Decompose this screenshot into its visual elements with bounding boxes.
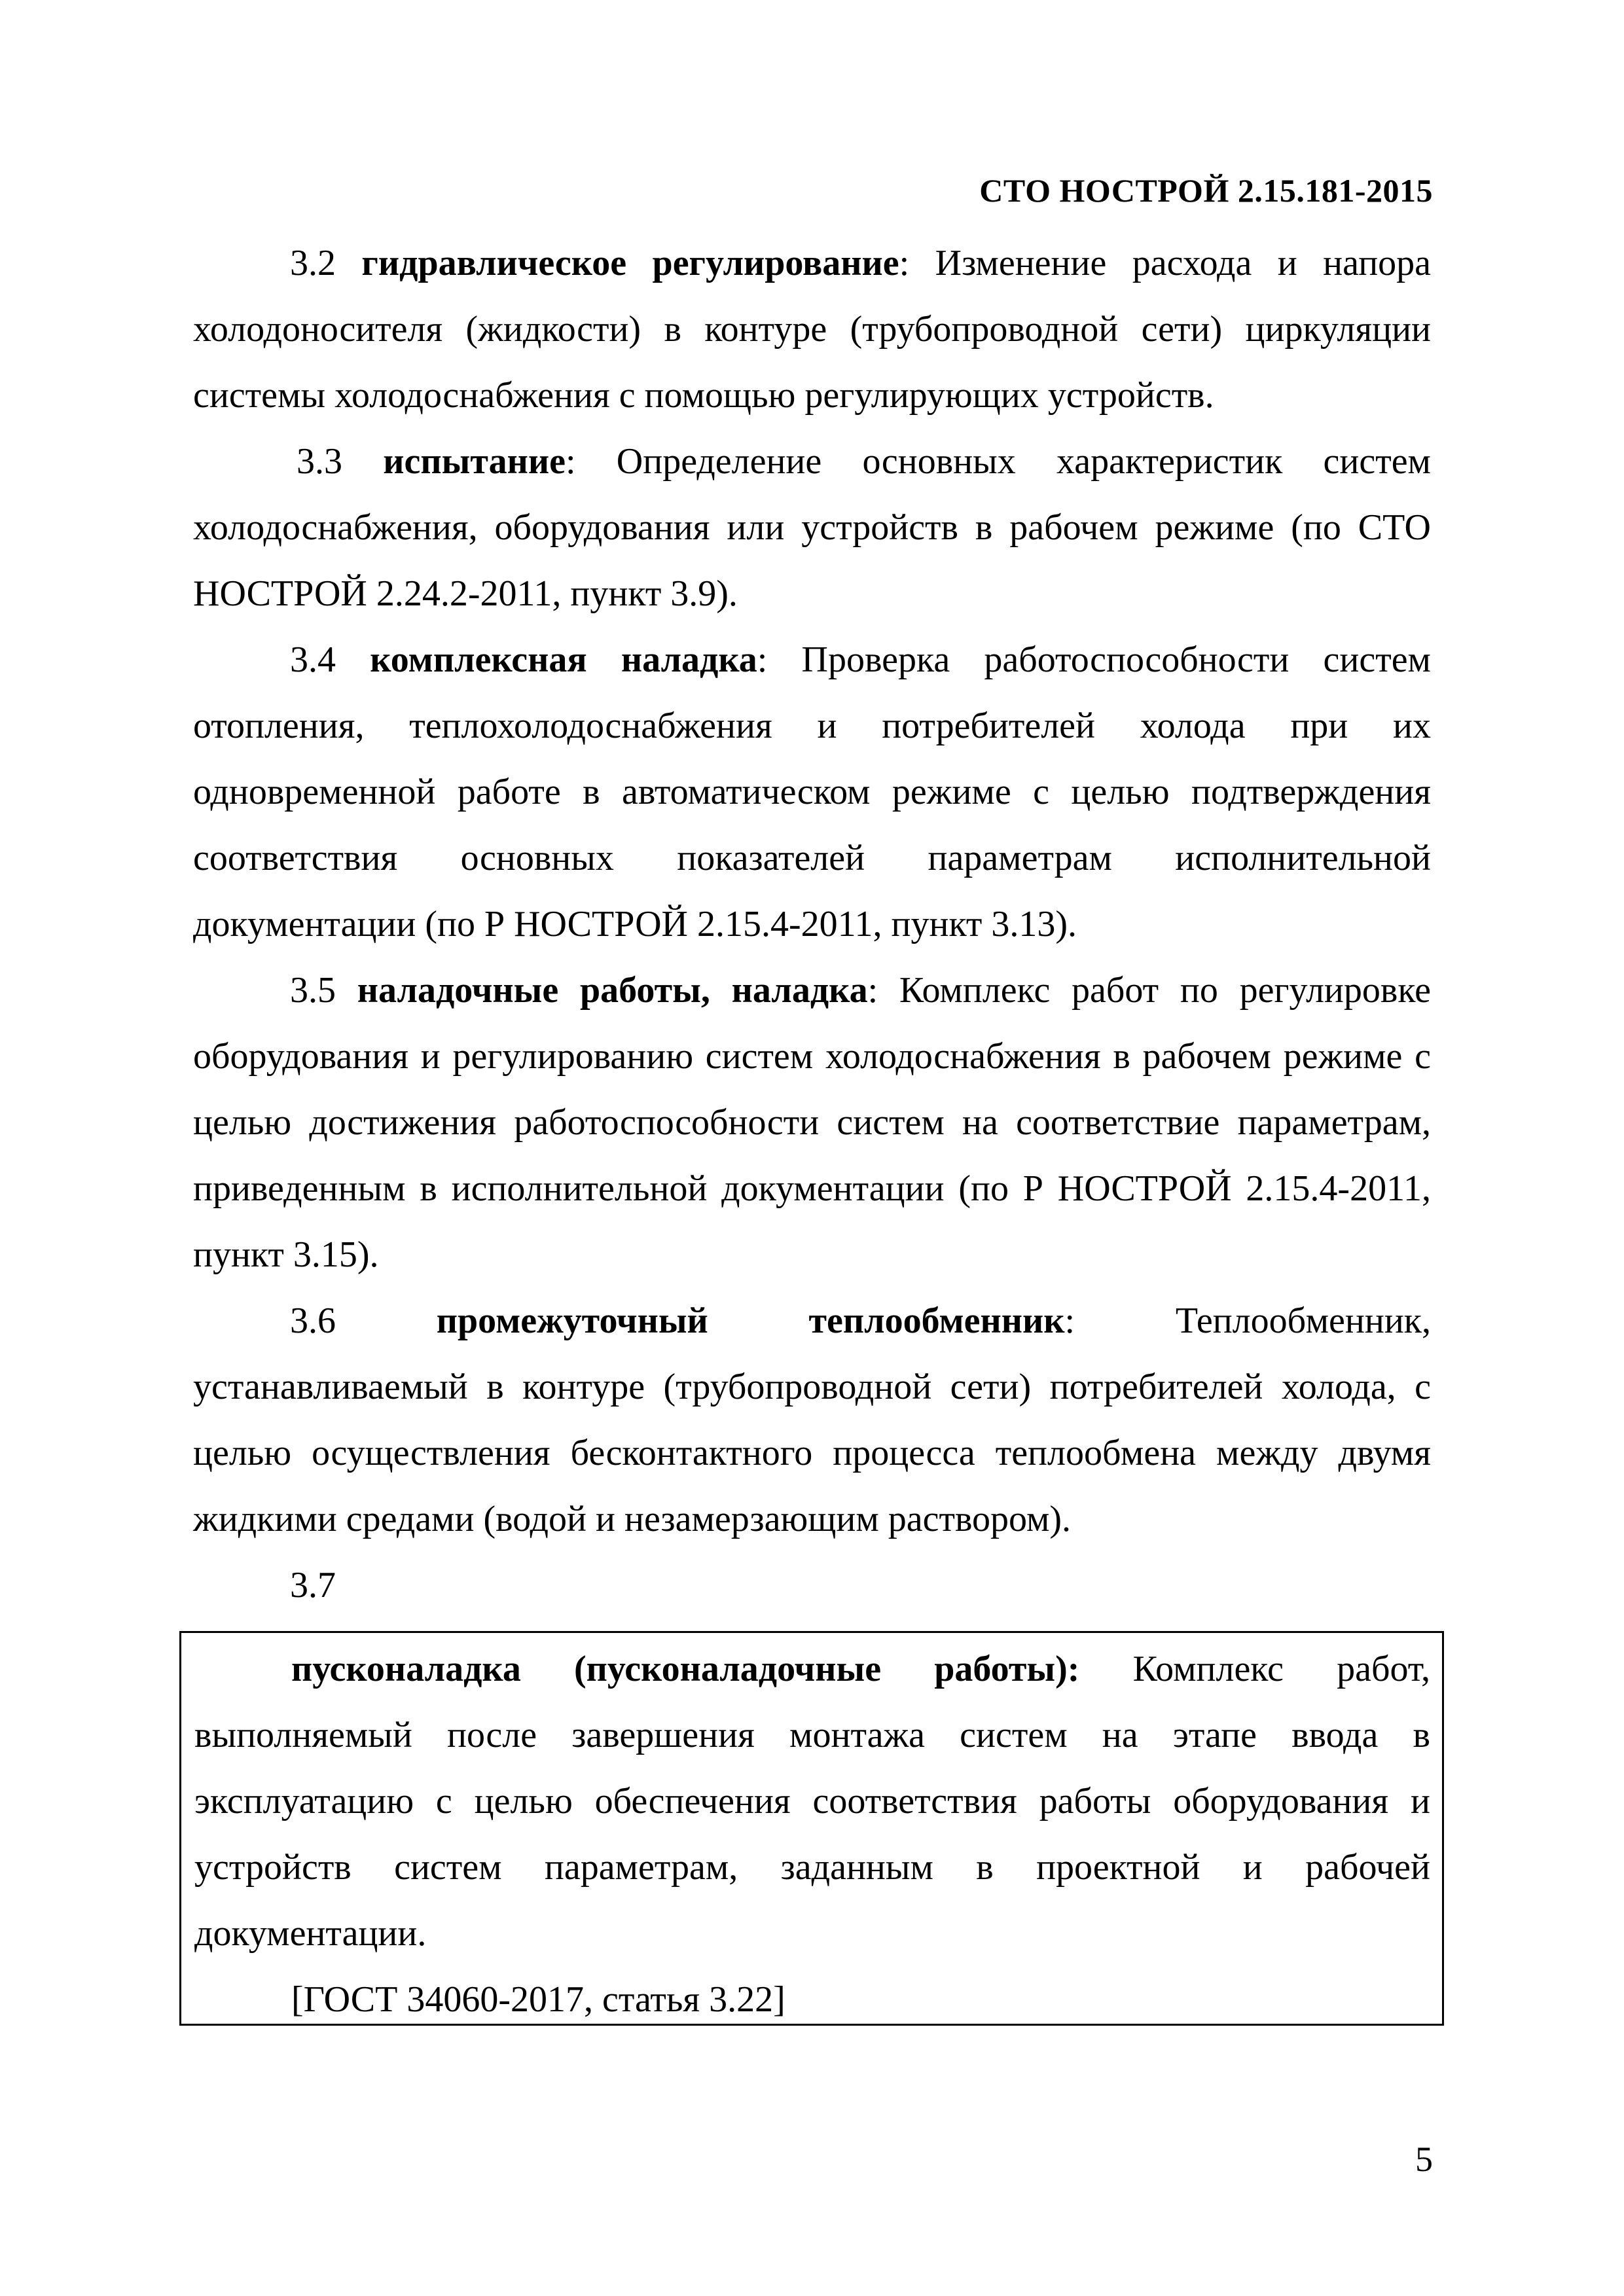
term-paragraph-3-2: 3.2 гидравлическое регулирование: Изменение расхода и напора холодоносителя (жидкости) в контуре (трубопроводной сети) циркуляции системы холодоснабжения с помощью регулирующих устройств. [193, 243, 1432, 416]
term-definition: Комплекс работ по регулировке оборудования и регулированию систем холодоснабжения в рабочем режиме с целью достижения работоспособности систем на соответствие параметрам, приведенным в исполнительной документации (по Р НОСТРОЙ 2.15.4-2011, пункт 3.15). [193, 970, 1432, 1275]
term-paragraph-3-6: 3.6 промежуточный теплообменник: Теплообменник, устанавливаемый в контуре (трубопроводной сети) потребителей холода, с целью осуществления бесконтактного процесса теплообмена между двумя жидкими средами (водой и незамерзающим раствором). [193, 1300, 1432, 1539]
term-definition: Проверка работоспособности систем отопления, теплохолодоснабжения и потребителей холода при их одновременной работе в автоматическом режиме с целью подтверждения соответствия основных показателей параметрам исполнительной документации (по Р НОСТРОЙ 2.15.4-2011, пункт 3.13). [193, 639, 1431, 944]
term-paragraph-3-4: 3.4 комплексная наладка: Проверка работоспособности систем отопления, теплохолодоснабжения и потребителей холода при их одновременной работе в автоматическом режиме с целью подтверждения соответствия основных показателей параметрам исполнительной документации (по Р НОСТРОЙ 2.15.4-2011, пункт 3.13). [193, 639, 1431, 944]
section-number: 3.4 [290, 639, 336, 680]
terms-body [193, 230, 1431, 1619]
term-title: пусконаладка (пусконаладочные работы): [291, 1649, 1080, 1689]
term-definition: Изменение расхода и напора холодоносителя (жидкости) в контуре (трубопроводной сети) циркуляции системы холодоснабжения с помощью регулирующих устройств. [193, 243, 1432, 416]
term-paragraph-3-5: 3.5 наладочные работы, наладка: Комплекс работ по регулировке оборудования и регулированию систем холодоснабжения в рабочем режиме с целью достижения работоспособности систем на соответствие параметрам, приведенным в исполнительной документации (по Р НОСТРОЙ 2.15.4-2011, пункт 3.15). [193, 970, 1432, 1275]
section-number: 3.6 [290, 1300, 336, 1341]
term-title: испытание [383, 441, 566, 482]
term-paragraph-3-3: 3.3 испытание: Определение основных характеристик систем холодоснабжения, оборудования или устройств в рабочем режиме (по СТО НОСТРОЙ 2.24.2-2011, пункт 3.9). [193, 441, 1431, 614]
boxed-term-3-7 [179, 1631, 1444, 2026]
term-title: гидравлическое регулирование [361, 243, 899, 283]
term-source-reference: [ГОСТ 34060-2017, статья 3.22] [291, 1979, 785, 2020]
section-number: 3.3 [297, 441, 342, 482]
section-number: 3.2 [290, 243, 336, 283]
section-number-3-7: 3.7 [290, 1565, 336, 1605]
term-definition: Теплообменник, устанавливаемый в контуре (трубопроводной сети) потребителей холода, с целью осуществления бесконтактного процесса теплообмена между двумя жидкими средами (водой и незамерзающим раствором). [193, 1300, 1432, 1539]
term-paragraph-3-7 [194, 1636, 1430, 1967]
document-header: СТО НОСТРОЙ 2.15.181-2015 [979, 172, 1433, 209]
term-definition: Комплекс работ, выполняемый после завершения монтажа систем на этапе ввода в эксплуатацию с целью обеспечения соответствия работы оборудования и устройств систем параметрам, заданным в проектной и рабочей документации. [194, 1649, 1430, 1954]
page-number: 5 [1415, 2140, 1433, 2179]
term-definition: Определение основных характеристик систем холодоснабжения, оборудования или устройств в рабочем режиме (по СТО НОСТРОЙ 2.24.2-2011, пункт 3.9). [193, 441, 1431, 614]
section-number: 3.5 [290, 970, 336, 1011]
term-title: наладочные работы, наладка [357, 970, 868, 1011]
term-title: промежуточный теплообменник [436, 1300, 1065, 1341]
term-title: комплексная наладка [370, 639, 757, 680]
